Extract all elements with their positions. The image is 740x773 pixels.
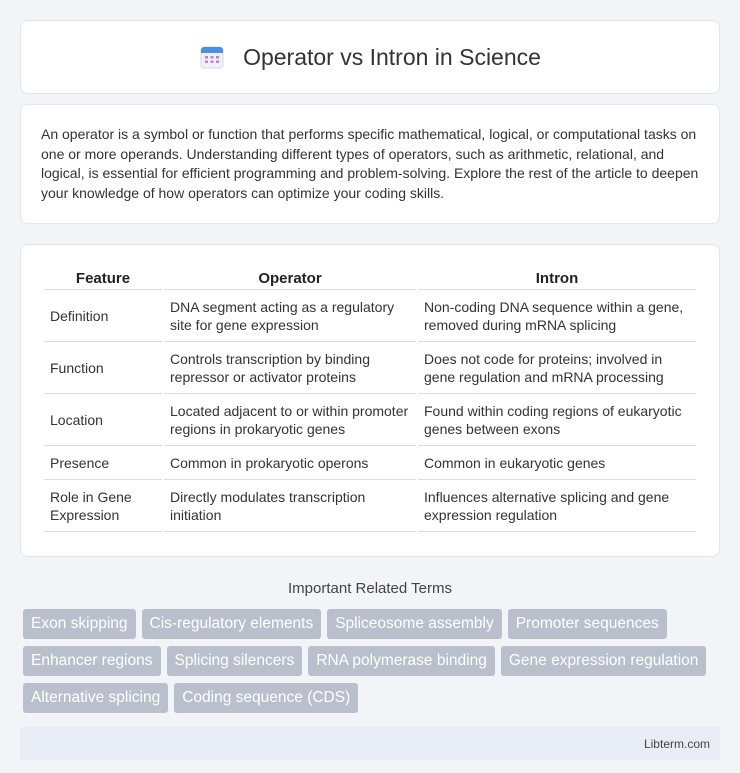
intro-card [20, 104, 720, 224]
header-operator: Operator [164, 269, 416, 290]
table-header-row [44, 269, 696, 290]
cell-intron: Non-coding DNA sequence within a gene, removed during mRNA splicing [418, 292, 696, 342]
cell-intron: Found within coding regions of eukaryotic genes between exons [418, 396, 696, 446]
cell-operator: Located adjacent to or within promoter regions in prokaryotic genes [164, 396, 416, 446]
related-terms-list [20, 609, 720, 713]
cell-operator: DNA segment acting as a regulatory site for gene expression [164, 292, 416, 342]
cell-operator: Common in prokaryotic operons [164, 448, 416, 480]
cell-feature: Role in Gene Expression [44, 482, 162, 532]
tag-gene-expression-regulation[interactable]: Gene expression regulation [501, 646, 707, 676]
footer-brand-link[interactable]: Libterm.com [643, 736, 710, 751]
cell-feature: Function [44, 344, 162, 394]
table-row [44, 292, 696, 342]
comparison-table-card [20, 244, 720, 557]
cell-operator: Directly modulates transcription initiation [164, 482, 416, 532]
cell-intron: Does not code for proteins; involved in gene regulation and mRNA processing [418, 344, 696, 394]
cell-intron: Influences alternative splicing and gene expression regulation [418, 482, 696, 532]
table-row [44, 448, 696, 480]
table-row [44, 396, 696, 446]
cell-feature: Definition [44, 292, 162, 342]
calendar-icon [199, 44, 225, 70]
related-terms-heading: Important Related Terms [288, 580, 452, 597]
tag-spliceosome-assembly[interactable]: Spliceosome assembly [327, 609, 502, 639]
header-intron: Intron [418, 269, 696, 290]
page-title: Operator vs Intron in Science [243, 43, 541, 70]
tag-promoter-sequences[interactable]: Promoter sequences [508, 609, 667, 639]
tag-rna-polymerase-binding[interactable]: RNA polymerase binding [308, 646, 495, 676]
tag-coding-sequence[interactable]: Coding sequence (CDS) [174, 683, 358, 713]
tag-splicing-silencers[interactable]: Splicing silencers [167, 646, 303, 676]
footer [20, 727, 720, 760]
tag-enhancer-regions[interactable]: Enhancer regions [23, 646, 161, 676]
tag-cis-regulatory-elements[interactable]: Cis-regulatory elements [142, 609, 322, 639]
cell-operator: Controls transcription by binding repressor or activator proteins [164, 344, 416, 394]
tag-exon-skipping[interactable]: Exon skipping [23, 609, 136, 639]
table-row [44, 482, 696, 532]
cell-feature: Location [44, 396, 162, 446]
comparison-table [42, 267, 698, 534]
header-feature: Feature [44, 269, 162, 290]
tag-alternative-splicing[interactable]: Alternative splicing [23, 683, 168, 713]
table-row [44, 344, 696, 394]
cell-feature: Presence [44, 448, 162, 480]
intro-text: An operator is a symbol or function that performs specific mathematical, logical, or computational tasks on one or more operands. Understanding different types of operators, such as arithmetic, relational, and logical, is essential for efficient programming and problem-solving. Explore the rest of the article to deepen your knowledge of how operators can optimize your coding skills. [41, 126, 699, 201]
title-card [20, 20, 720, 94]
cell-intron: Common in eukaryotic genes [418, 448, 696, 480]
